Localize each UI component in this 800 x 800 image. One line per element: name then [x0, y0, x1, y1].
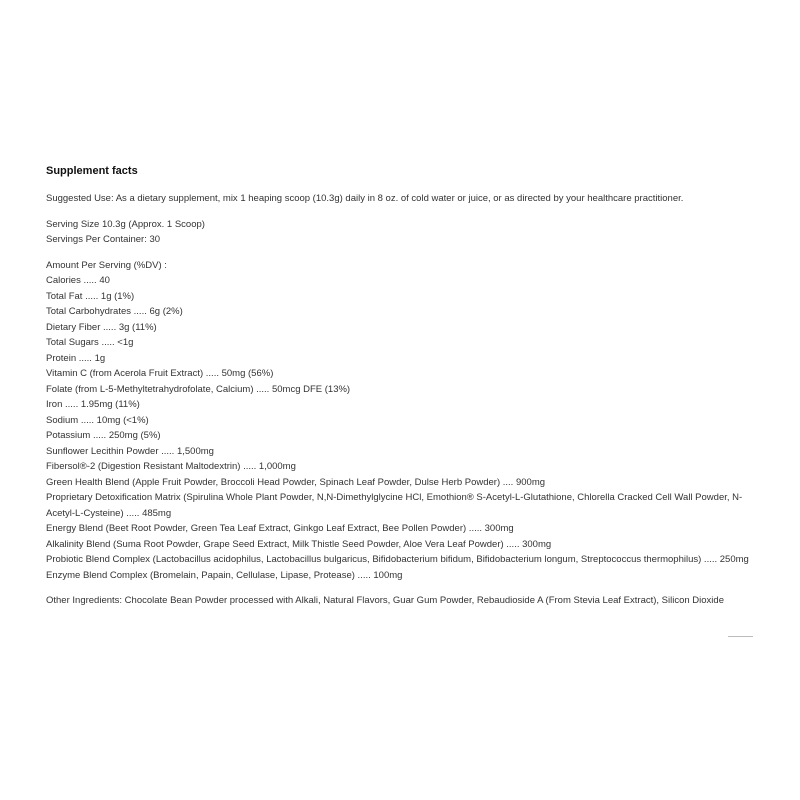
nutrient-item: Sodium ..... 10mg (<1%) [46, 414, 149, 426]
other-ingredients-text: Other Ingredients: Chocolate Bean Powder processed with Alkali, Natural Flavors, Guar Gum Powder, Rebaudioside A (From Stevia Leaf Extract), Silicon Dioxide [46, 595, 724, 606]
amount-per-serving-header: Amount Per Serving (%DV) : [46, 259, 167, 271]
nutrient-item: Dietary Fiber ..... 3g (11%) [46, 321, 157, 333]
divider [728, 636, 753, 637]
spacer [46, 207, 761, 217]
nutrient-item: Alkalinity Blend (Suma Root Powder, Grape Seed Extract, Milk Thistle Seed Powder, Aloe Vera Leaf Powder) ..... 300mg [46, 538, 552, 550]
nutrient-item: Energy Blend (Beet Root Powder, Green Tea Leaf Extract, Ginkgo Leaf Extract, Bee Pollen Powder) ..... 300mg [46, 523, 514, 534]
supplement-facts-panel [46, 163, 761, 609]
nutrient-item: Green Health Blend (Apple Fruit Powder, Broccoli Head Powder, Spinach Leaf Powder, Dulse Herb Powder) .... 900mg [46, 476, 546, 488]
nutrient-item: Potassium ..... 250mg (5%) [46, 430, 161, 441]
nutrient-item: Folate (from L-5-Methyltetrahydrofolate, Calcium) ..... 50mcg DFE (13%) [46, 383, 351, 395]
spacer [46, 248, 761, 258]
nutrient-item: Vitamin C (from Acerola Fruit Extract) ..... 50mg (56%) [46, 368, 274, 379]
spacer [46, 583, 761, 593]
nutrient-item: Fibersol®-2 (Digestion Resistant Maltodextrin) ..... 1,000mg [46, 461, 296, 472]
nutrient-list [46, 273, 761, 583]
nutrient-item: Enzyme Blend Complex (Bromelain, Papain, Cellulase, Lipase, Protease) ..... 100mg [46, 569, 403, 581]
serving-size-text: Serving Size 10.3g (Approx. 1 Scoop) [46, 218, 205, 230]
nutrient-item: Iron ..... 1.95mg (11%) [46, 399, 140, 410]
servings-per-container-text: Servings Per Container: 30 [46, 234, 161, 245]
suggested-use-text: Suggested Use: As a dietary supplement, mix 1 heaping scoop (10.3g) daily in 8 oz. of cold water or juice, or as directed by your healthcare practitioner. [46, 193, 684, 204]
nutrient-item: Total Sugars ..... <1g [46, 337, 134, 348]
nutrient-item: Proprietary Detoxification Matrix (Spirulina Whole Plant Powder, N,N-Dimethylglycine HCl, Emothion® S-Acetyl-L-Glutathione, Chlorella Cracked Cell Wall Powder, N-Acetyl-L-Cysteine) ..... 485mg [46, 492, 743, 519]
nutrient-item: Sunflower Lecithin Powder ..... 1,500mg [46, 445, 214, 457]
supplement-facts-title: Supplement facts [46, 165, 138, 177]
nutrient-item: Calories ..... 40 [46, 275, 110, 286]
nutrient-item: Probiotic Blend Complex (Lactobacillus acidophilus, Lactobacillus bulgaricus, Bifidobacterium bifidum, Bifidobacterium longum, Streptococcus thermophilus) ..... 250mg [46, 554, 749, 565]
nutrient-item: Protein ..... 1g [46, 352, 106, 364]
nutrient-item: Total Fat ..... 1g (1%) [46, 290, 135, 302]
nutrient-item: Total Carbohydrates ..... 6g (2%) [46, 306, 183, 317]
